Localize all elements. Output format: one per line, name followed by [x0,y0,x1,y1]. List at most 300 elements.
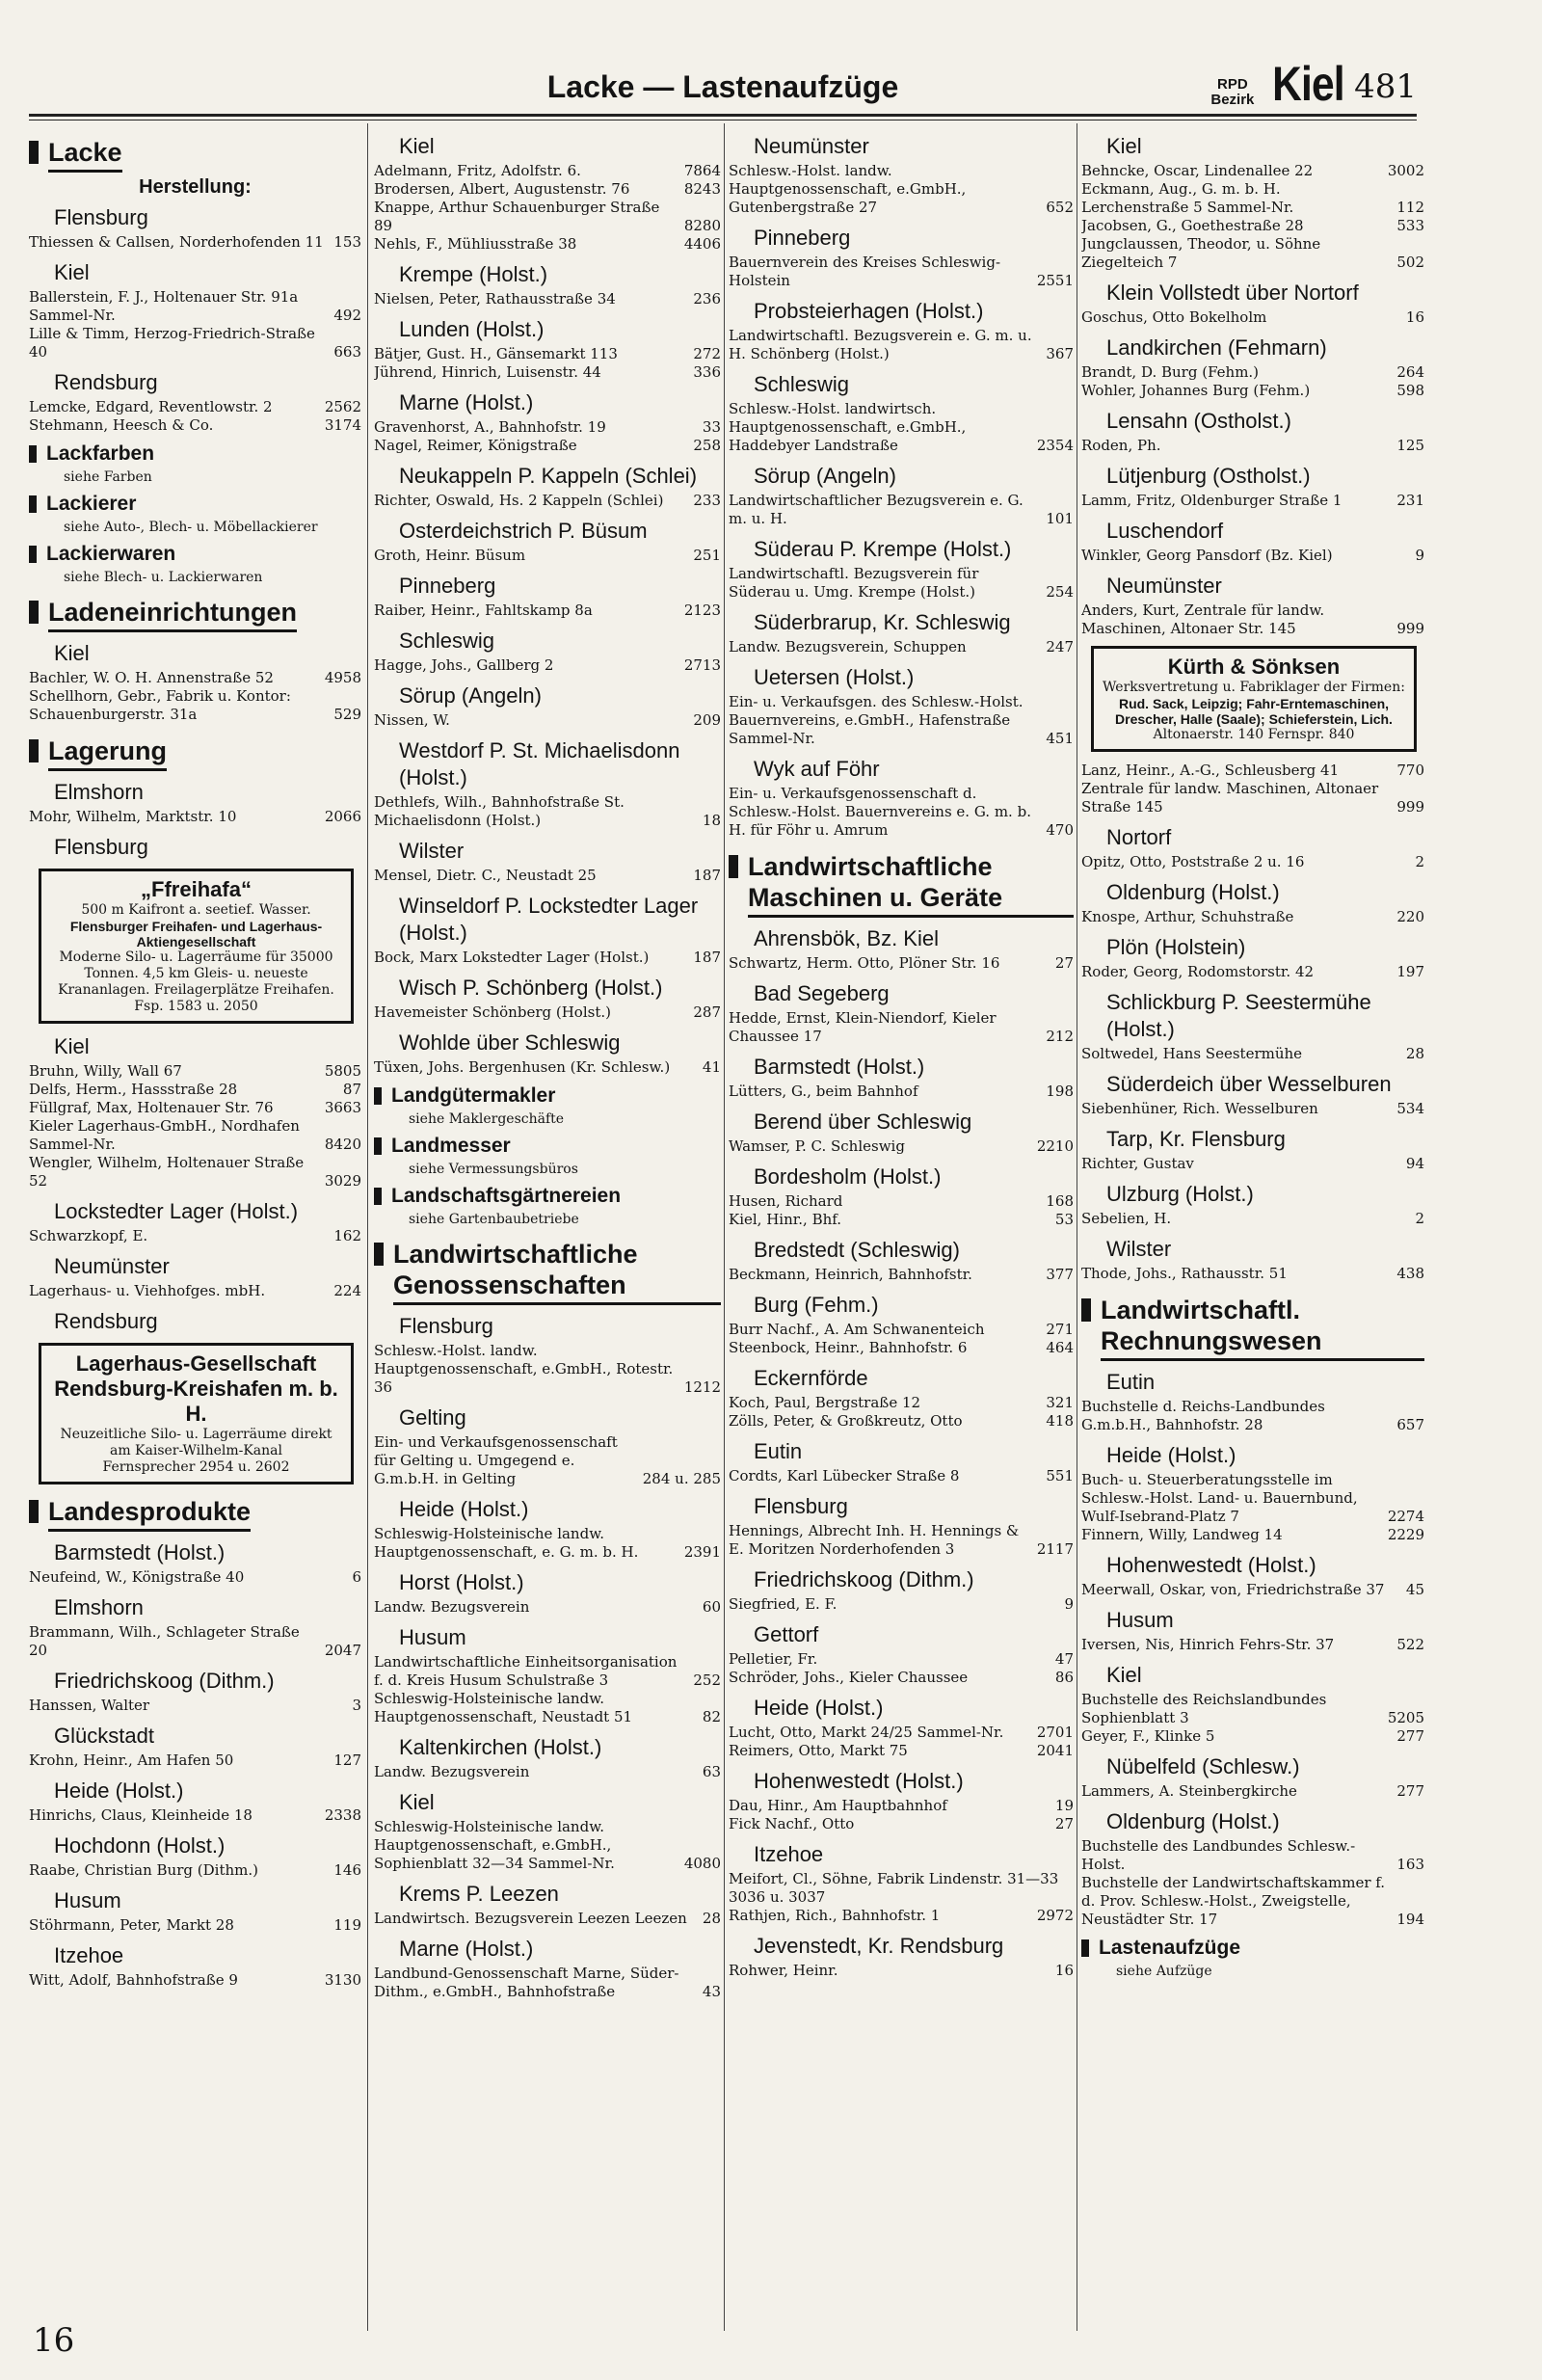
listing-name: Bauernverein des Kreises Schleswig-Holstein [729,254,1001,289]
listing-name: Nissen, W. [374,711,450,729]
listing-entry [1081,492,1424,510]
city-heading: Nortorf [1106,825,1172,849]
listing-entry [729,162,1074,217]
listing-name: Hanssen, Walter [29,1697,150,1714]
ad-title: „Ffreihafa“ [141,877,252,901]
listing-entry [1081,217,1424,235]
listing-name: Zölls, Peter, & Großkreutz, Otto [729,1412,963,1430]
listing-entry [29,1568,361,1587]
ad-title: Kürth & Sönksen [1167,655,1341,679]
listing-name: Schleswig-Holsteinische landw. Hauptgenossenschaft, e.GmbH., Sophienblatt 32—34 Sammel-Nr. [374,1818,615,1872]
section-heading-text: Landwirtschaftliche Maschinen u. Geräte [748,851,1074,918]
city-heading: Heide (Holst.) [1106,1443,1236,1467]
section-marker-icon [29,739,39,762]
section-heading [729,851,1074,918]
listing-phone: 4958 [324,669,361,686]
city-heading: Kiel [54,260,90,284]
city-heading: Wilster [1106,1237,1172,1261]
column-2 [374,125,721,2323]
listing-name: Hedde, Ernst, Klein-Niendorf, Kieler Chaussee 17 [729,1009,997,1045]
city-heading: Süderdeich über Wesselburen [1106,1072,1392,1096]
city-heading: Neumünster [54,1254,170,1278]
city-heading: Rendsburg [54,370,158,394]
listing-name: Reimers, Otto, Markt 75 [729,1742,908,1759]
city-heading: Ulzburg (Holst.) [1106,1182,1254,1206]
listing-phone: 94 [1405,1155,1424,1172]
listing-phone: 3174 [324,416,361,434]
listing-entry [729,1962,1074,1980]
city-heading: Sörup (Angeln) [399,683,542,708]
city-heading: Hohenwestedt (Holst.) [1106,1553,1316,1577]
listing-name: Jührend, Hinrich, Luisenstr. 44 [374,363,601,381]
city-heading: Winseldorf P. Lockstedter Lager (Holst.) [399,894,699,945]
listing-phone: 233 [693,492,721,509]
listing-name: Lütters, G., beim Bahnhof [729,1083,918,1100]
city-heading: Lunden (Holst.) [399,317,545,341]
listing-entry [729,693,1074,748]
listing-name: Goschus, Otto Bokelholm [1081,308,1267,326]
listing-entry [374,602,721,620]
section-heading-text: Landwirtschaftliche Genossenschaften [393,1239,721,1305]
listing-phone: 8243 [683,180,721,198]
listing-entry [729,1412,1074,1431]
section-heading [29,735,361,771]
listing-name: Opitz, Otto, Poststraße 2 u. 16 [1081,853,1305,870]
listing-entry [1081,1155,1424,1173]
listing-phone: 2229 [1387,1526,1424,1543]
city-heading: Heide (Holst.) [54,1778,184,1803]
city-heading: Plön (Holstein) [1106,935,1246,959]
listing-entry [729,1724,1074,1742]
listing-phone: 3002 [1387,162,1424,179]
listing-phone: 418 [1046,1412,1074,1430]
city-heading: Rendsburg [54,1309,158,1333]
listing-phone: 451 [1046,730,1074,747]
listing-entry [1081,180,1424,217]
listing-entry [29,233,361,252]
listing-phone: 63 [702,1763,721,1780]
listing-phone: 1212 [683,1378,721,1396]
city-heading: Wisch P. Schönberg (Holst.) [399,976,663,1000]
listing-entry [1081,547,1424,565]
listing-entry [374,867,721,885]
listing-phone: 187 [693,949,721,966]
listing-phone: 258 [693,437,721,454]
listing-entry [729,1522,1074,1559]
city-heading: Süderau P. Krempe (Holst.) [754,537,1012,561]
section-heading [374,1084,721,1110]
listing-name: Hagge, Johs., Gallberg 2 [374,656,554,674]
listing-phone: 27 [1054,954,1074,972]
listing-entry [729,638,1074,656]
city-heading: Pinneberg [399,574,496,598]
bezirk-label: Bezirk [1210,92,1255,108]
listing-phone: 272 [693,345,721,362]
listing-phone: 220 [1396,908,1424,925]
listing-phone: 3130 [324,1971,361,1989]
city-heading: Neumünster [1106,574,1222,598]
listing-phone: 2551 [1036,272,1074,289]
listing-name: Buchstelle der Landwirtschaftskammer f. d. Prov. Schlesw.-Holst., Zweigstelle, Neustädter Str. 17 [1081,1874,1386,1928]
listing-name: Nielsen, Peter, Rathausstraße 34 [374,290,616,308]
city-heading: Eckernförde [754,1366,868,1390]
listing-entry [1081,1727,1424,1746]
listing-entry [729,1669,1074,1687]
listing-name: Landwirtschaftlicher Bezugsverein e. G. m. u. H. [729,492,1024,527]
city-heading: Barmstedt (Holst.) [754,1055,925,1079]
listing-entry [1081,1874,1424,1929]
section-heading [29,597,361,632]
listing-phone: 45 [1405,1581,1424,1598]
listing-phone: 2562 [324,398,361,415]
listing-name: Mohr, Wilhelm, Marktstr. 10 [29,808,237,825]
listing-entry [29,1916,361,1935]
section-heading [29,137,361,173]
listing-phone: 127 [333,1752,361,1769]
listing-entry [729,565,1074,602]
city-heading: Kaltenkirchen (Holst.) [399,1735,602,1759]
listing-phone: 2713 [683,656,721,674]
listing-name: Landw. Bezugsverein [374,1598,530,1616]
listing-name: Bruhn, Willy, Wall 67 [29,1062,182,1080]
section-marker-icon [374,1243,384,1266]
listing-entry [29,416,361,435]
section-marker-icon [29,601,39,624]
listing-entry [729,1321,1074,1339]
city-heading: Friedrichskoog (Dithm.) [54,1669,275,1693]
listing-entry [729,327,1074,363]
listing-entry [374,437,721,455]
city-heading: Husum [399,1625,466,1649]
listing-phone: 2066 [324,808,361,825]
section-heading [29,442,361,468]
listing-name: Nehls, F., Mühliusstraße 38 [374,235,577,253]
listing-entry [29,1861,361,1880]
city-heading: Marne (Holst.) [399,390,534,414]
cross-reference-note: siehe Aufzüge [1116,1964,1212,1979]
listing-entry [1081,1398,1424,1434]
section-heading-text: Lagerung [48,735,167,771]
listing-phone: 2041 [1036,1742,1074,1759]
listing-name: Richter, Oswald, Hs. 2 Kappeln (Schlei) [374,492,664,509]
section-marker-icon [1081,1939,1089,1957]
listing-name: Lucht, Otto, Markt 24/25 Sammel-Nr. [729,1724,1004,1741]
listing-phone: 60 [702,1598,721,1616]
listing-name: Ein- u. Verkaufsgenossenschaft d. Schlesw.-Holst. Bauernvereins e. G. m. b. H. für Föhr u. Amrum [729,785,1031,839]
listing-entry [374,290,721,308]
listing-entry [29,1099,361,1117]
listing-entry [729,1467,1074,1485]
cross-reference-note: siehe Gartenbaubetriebe [409,1212,579,1227]
listing-name: Richter, Gustav [1081,1155,1194,1172]
city-heading: Eutin [1106,1370,1156,1394]
listing-phone: 321 [1046,1394,1074,1411]
listing-name: Landwirtschaftl. Bezugsverein für Süderau u. Umg. Krempe (Holst.) [729,565,979,601]
listing-name: Schlesw.-Holst. landwirtsch. Hauptgenossenschaft, e.GmbH., Haddebyer Landstraße [729,400,967,454]
listing-phone: 28 [1405,1045,1424,1062]
page-number: 481 [1354,67,1417,106]
listing-entry [729,1266,1074,1284]
listing-name: Landwirtschaftl. Bezugsverein e. G. m. u. H. Schönberg (Holst.) [729,327,1032,362]
listing-phone: 2972 [1036,1907,1074,1924]
listing-name: Burr Nachf., A. Am Schwanenteich [729,1321,985,1338]
footer-page-marker: 16 [33,2321,75,2360]
listing-phone: 194 [1396,1911,1424,1928]
section-heading [374,1135,721,1160]
listing-entry [1081,363,1424,382]
listing-entry [374,1653,721,1690]
ad-line: Moderne Silo- u. Lagerräume für 35000 Tonnen. 4,5 km Gleis- u. neueste Krananlagen. Freilagerplätze Freihafen. Fsp. 1583 u. 2050 [58,949,334,1014]
listing-entry [29,687,361,724]
listing-phone: 168 [1046,1192,1074,1210]
listing-name: Kiel, Hinr., Bhf. [729,1211,842,1228]
section-heading-text: Landgütermakler [391,1084,556,1107]
listing-name: Dau, Hinr., Am Hauptbahnhof [729,1797,947,1814]
city-heading: Husum [1106,1608,1174,1632]
section-heading [1081,1295,1424,1361]
city-heading: Westdorf P. St. Michaelisdonn (Holst.) [399,738,680,789]
city-heading: Friedrichskoog (Dithm.) [754,1567,974,1591]
listing-entry [29,1971,361,1990]
listing-name: Delfs, Herm., Hassstraße 28 [29,1081,238,1098]
listing-entry [1081,908,1424,926]
listing-name: Schlesw.-Holst. landw. Hauptgenossenschaft, e.GmbH., Rotestr. 36 [374,1342,674,1396]
listing-name: Havemeister Schönberg (Holst.) [374,1003,611,1021]
listing-phone: 252 [693,1671,721,1689]
listing-phone: 125 [1396,437,1424,454]
listing-name: Wohler, Johannes Burg (Fehm.) [1081,382,1311,399]
column-3 [729,125,1074,2323]
listing-phone: 209 [693,711,721,729]
listing-name: Jacobsen, G., Goethestraße 28 [1081,217,1304,234]
listing-phone: 8280 [683,217,721,234]
listing-phone: 162 [333,1227,361,1244]
listing-name: Lammers, A. Steinbergkirche [1081,1782,1297,1800]
listing-name: Kieler Lagerhaus-GmbH., Nordhafen Sammel-Nr. [29,1117,300,1153]
listing-name: Buch- u. Steuerberatungsstelle im Schlesw.-Holst. Land- u. Bauernbund, Wulf-Isebrand-Platz 7 [1081,1471,1358,1525]
listing-entry [1081,1471,1424,1526]
ad-bold-text: Rud. Sack, Leipzig; Fahr-Erntemaschinen, Drescher, Halle (Saale); Schieferstein, Lich. [1115,696,1393,727]
listing-phone: 197 [1396,963,1424,980]
section-heading [374,1239,721,1305]
city-heading: Flensburg [54,835,148,859]
listing-entry [1081,1837,1424,1874]
listing-phone: 7864 [683,162,721,179]
listing-phone: 287 [693,1003,721,1021]
listing-entry [1081,1581,1424,1599]
section-marker-icon [29,1500,39,1523]
listing-entry [1081,963,1424,981]
listing-phone: 522 [1396,1636,1424,1653]
listing-name: Lille & Timm, Herzog-Friedrich-Straße 40 [29,325,315,361]
listing-name: Knappe, Arthur Schauenburger Straße 89 [374,199,660,234]
section-heading-text: Lackierwaren [46,543,176,565]
city-heading: Itzehoe [54,1943,124,1967]
city-heading: Gelting [399,1405,466,1430]
listing-phone: 336 [693,363,721,381]
listing-name: Schwarzkopf, E. [29,1227,148,1244]
listing-phone: 264 [1396,363,1424,381]
listing-phone: 9 [1064,1595,1074,1613]
city-heading: Oldenburg (Holst.) [1106,1809,1280,1833]
listing-name: Schleswig-Holsteinische landw. Hauptgenossenschaft, Neustadt 51 [374,1690,633,1725]
section-marker-icon [729,855,738,878]
section-marker-icon [374,1188,382,1205]
ad-line: Altonaerstr. 140 Fernspr. 840 [1153,727,1355,742]
city-heading: Schleswig [399,628,495,653]
listing-entry [29,288,361,325]
city-heading: Flensburg [754,1494,848,1518]
cross-reference-note: siehe Vermessungsbüros [409,1162,578,1177]
listing-phone: 2354 [1036,437,1074,454]
header-rule [29,114,1417,117]
listing-name: Eckmann, Aug., G. m. b. H. Lerchenstraße 5 Sammel-Nr. [1081,180,1294,216]
listing-entry [1081,1045,1424,1063]
listing-phone: 2210 [1036,1137,1074,1155]
cross-reference-note: siehe Farben [64,469,152,485]
listing-entry [729,1009,1074,1046]
listing-entry [729,1742,1074,1760]
listing-phone: 119 [333,1916,361,1934]
listing-name: Krohn, Heinr., Am Hafen 50 [29,1752,234,1769]
city-heading: Heide (Holst.) [399,1497,529,1521]
city-heading: Landkirchen (Fehmarn) [1106,335,1327,360]
listing-name: Lanz, Heinr., A.-G., Schleusberg 41 [1081,762,1340,779]
listing-name: Ein- und Verkaufsgenossenschaft für Gelting u. Umgegend e. G.m.b.H. in Gelting [374,1433,618,1487]
section-marker-icon [374,1087,382,1105]
listing-entry [374,199,721,235]
listing-phone: 2701 [1036,1724,1074,1741]
listing-entry [29,398,361,416]
listing-phone: 5805 [324,1062,361,1080]
listing-name: Schellhorn, Gebr., Fabrik u. Kontor: Schauenburgerstr. 31a [29,687,291,723]
section-heading-text: Lacke [48,137,122,173]
listing-entry [1081,1782,1424,1801]
listing-phone: 247 [1046,638,1074,655]
listing-name: Meifort, Cl., Söhne, Fabrik Lindenstr. 31—33 3036 u. 3037 [729,1870,1059,1906]
listing-entry [29,669,361,687]
listing-phone: 2047 [324,1642,361,1659]
listing-entry [729,1137,1074,1156]
listing-name: Anders, Kurt, Zentrale für landw. Maschinen, Altonaer Str. 145 [1081,602,1325,637]
listing-name: Landwirtsch. Bezugsverein Leezen Leezen [374,1910,687,1927]
listing-name: Lamm, Fritz, Oldenburger Straße 1 [1081,492,1343,509]
city-heading: Husum [54,1888,121,1912]
city-heading: Probsteierhagen (Holst.) [754,299,984,323]
listing-entry [374,1690,721,1726]
listing-name: Wamser, P. C. Schleswig [729,1137,905,1155]
listing-phone: 4080 [683,1855,721,1872]
listing-name: Dethlefs, Wilh., Bahnhofstraße St. Michaelisdonn (Holst.) [374,793,625,829]
listing-entry [1081,780,1424,816]
listing-phone: 47 [1054,1650,1074,1668]
section-heading-text: Lackfarben [46,442,155,465]
city-heading: Elmshorn [54,780,144,804]
listing-entry [729,1595,1074,1614]
listing-phone: 153 [333,233,361,251]
listing-phone: 277 [1396,1782,1424,1800]
city-heading: Kiel [1106,1663,1142,1687]
listing-entry [29,1081,361,1099]
listing-phone: 198 [1046,1083,1074,1100]
city-heading: Hochdonn (Holst.) [54,1833,226,1858]
section-marker-icon [29,141,39,164]
city-heading: Neumünster [754,134,869,158]
listing-phone: 146 [333,1861,361,1879]
listing-entry [729,1211,1074,1229]
listing-name: Hinrichs, Claus, Kleinheide 18 [29,1806,253,1824]
listing-entry [374,1818,721,1873]
listing-phone: 999 [1396,798,1424,816]
listing-name: Schröder, Johs., Kieler Chaussee [729,1669,969,1686]
listing-name: Lemcke, Edgard, Reventlowstr. 2 [29,398,273,415]
listing-name: Groth, Heinr. Büsum [374,547,526,564]
listing-entry [729,1650,1074,1669]
listing-phone: 3029 [324,1172,361,1190]
listing-name: Buchstelle d. Reichs-Landbundes G.m.b.H., Bahnhofstr. 28 [1081,1398,1325,1433]
listing-entry [374,345,721,363]
city-heading: Flensburg [54,205,148,229]
listing-name: Rathjen, Rich., Bahnhofstr. 1 [729,1907,941,1924]
city-heading: Schlickburg P. Seestermühe (Holst.) [1106,990,1371,1041]
listing-name: Geyer, F., Klinke 5 [1081,1727,1215,1745]
listing-phone: 112 [1396,199,1424,216]
listing-entry [1081,1636,1424,1654]
listing-phone: 16 [1405,308,1424,326]
section-heading-text: Ladeneinrichtungen [48,597,297,632]
listing-phone: 271 [1046,1321,1074,1338]
listing-name: Winkler, Georg Pansdorf (Bz. Kiel) [1081,547,1333,564]
city-heading: Kiel [399,1790,435,1814]
listing-name: Stehmann, Heesch & Co. [29,416,214,434]
city-heading: Kiel [399,134,435,158]
listing-entry [374,1058,721,1077]
listing-name: Koch, Paul, Bergstraße 12 [729,1394,921,1411]
advertisement-box [39,869,354,1024]
listing-phone: 251 [693,547,721,564]
listing-entry [1081,308,1424,327]
listing-name: Buchstelle des Reichslandbundes Sophienblatt 3 [1081,1691,1327,1726]
listing-phone: 2123 [683,602,721,619]
listing-entry [1081,382,1424,400]
section-marker-icon [29,546,37,563]
listing-phone: 3663 [324,1099,361,1116]
ad-line: 500 m Kaifront a. seetief. Wasser. [81,902,311,918]
listing-phone: 5205 [1387,1709,1424,1726]
city-heading: Burg (Fehm.) [754,1293,879,1317]
city-heading: Horst (Holst.) [399,1570,524,1594]
listing-entry [374,1763,721,1781]
listing-entry [29,1227,361,1245]
city-heading: Glückstadt [54,1724,154,1748]
listing-name: Landbund-Genossenschaft Marne, Süder-Dithm., e.GmbH., Bahnhofstraße [374,1965,679,2000]
section-heading [374,1185,721,1210]
listing-name: Knospe, Arthur, Schuhstraße [1081,908,1294,925]
listing-entry [29,1154,361,1190]
listing-phone: 28 [702,1910,721,1927]
listing-entry [1081,1100,1424,1118]
listing-name: Meerwall, Oskar, von, Friedrichstraße 37 [1081,1581,1385,1598]
listing-entry [1081,853,1424,871]
listing-name: Soltwedel, Hans Seestermühe [1081,1045,1303,1062]
listing-entry [729,1907,1074,1925]
column-4 [1081,125,1424,2323]
listing-phone: 533 [1396,217,1424,234]
listing-phone: 231 [1396,492,1424,509]
city-heading: Oldenburg (Holst.) [1106,880,1280,904]
listing-name: Rohwer, Heinr. [729,1962,838,1979]
listing-entry [1081,762,1424,780]
